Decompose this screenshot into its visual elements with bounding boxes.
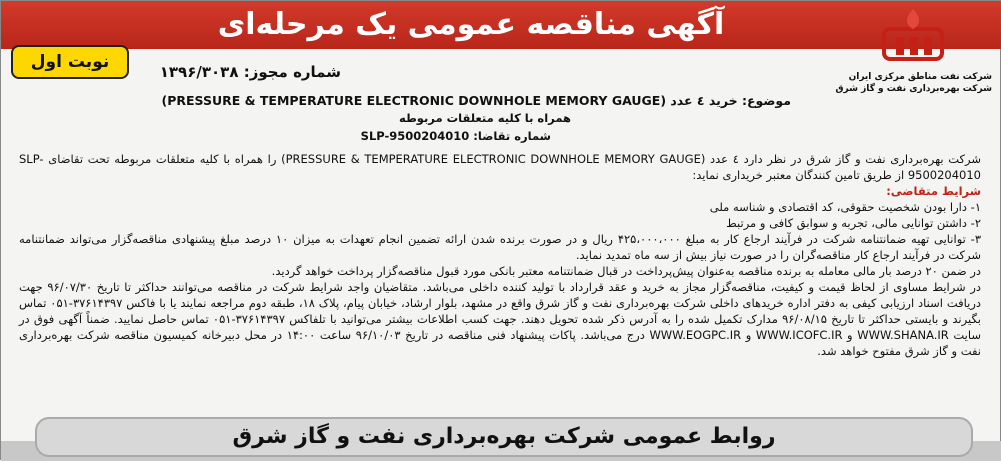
organization (822, 71, 992, 95)
round-badge: نوبت اول (11, 45, 129, 79)
org-line-1: شرکت نفت مناطق مرکزی ایران (848, 72, 992, 82)
intro-paragraph: شرکت بهره‌برداری نفت و گاز شرق در نظر دارد ٤ عدد (PRESSURE & TEMPERATURE ELECTRONIC DOWNHOLE MEMORY GAUGE) را همراه با کلیه متعلقات مربوطه تحت تقاضای SLP-9500204010 از طریق تامین کنندگان معتبر خریداری نماید: (19, 152, 982, 182)
footer-signature: روابط عمومی شرکت بهره‌برداری نفت و گاز شرق (35, 417, 973, 457)
org-line-2: شرکت بهره‌برداری نفت و گاز شرق (835, 84, 992, 94)
notice-body (19, 151, 981, 359)
condition-1: ۱- دارا بودن شخصیت حقوقی، کد اقتصادی و شناسه ملی (709, 200, 981, 214)
permit-number: شماره مجوز: ۱۳۹۶/۳۰۳۸ (159, 63, 341, 81)
condition-3: ۳- توانایی تهیه ضمانتنامه شرکت در فرآیند ارجاع کار به مبلغ ۴۲۵،۰۰۰،۰۰۰ ریال و در صورت برنده شدن ارائه تضمین انجام تعهدات به میزان ۱۰ درصد مبلغ پیشنهادی مناقصه‌گزار می‌تواند ضمانتنامه شرکت در فرآیند ارجاع کار مناقصه‌گران را در صورت نیاز بیش از سه ماه تمدید نماید. (19, 232, 982, 262)
prepayment-paragraph: در ضمن ۲۰ درصد بار مالی معامله به برنده مناقصه به‌عنوان پیش‌پرداخت در قبال ضمانتنامه معتبر بانکی مورد قبول مناقصه‌گزار پرداخت خواهد گردید. (271, 264, 981, 278)
conditions-heading: شرایط متقاضی: (886, 184, 981, 198)
request-number: شماره تقاضا: SLP-9500204010 (360, 129, 551, 143)
instructions-paragraph: در شرایط مساوی از لحاظ قیمت و کیفیت، مناقصه‌گزار مجاز به خرید و عقد قرارداد با تولید کننده داخلی می‌باشد. متقاضیان واجد شرایط شرکت در مناقصه می‌توانند حداکثر تا تاریخ ۹۶/۰۷/۳۰ جهت دریافت اسناد ارزیابی کیفی به دفتر اداره خریدهای داخلی شرکت بهره‌برداری نفت و گاز شرق واقع در مشهد، بلوار ارشاد، خیابان پیام، پلاک ۱۸، طبقه دوم مراجعه نمایند یا با فاکس ۳۷۶۱۴۳۹۷-۰۵۱ تماس بگیرند و بایستی حداکثر تا تاریخ ۹۶/۰۸/۱۵ مدارک تکمیل شده را به آدرس ذکر شده تحویل دهند. جهت کسب اطلاعات بیشتر می‌توانید با تلفاکس ۳۷۶۱۴۳۹۷-۰۵۱ تماس حاصل نمایید. ضمناً آگهی فوق در سایت WWW.SHANA.IR و WWW.ICOFC.IR و WWW.EOGPC.IR درج می‌باشد. پاکات پیشنهاد فنی مناقصه در تاریخ ۹۶/۱۰/۰۳ ساعت ۱۴:۰۰ در محل دبیرخانه کمیسیون مناقصه شرکت بهره‌برداری نفت و گاز شرق مفتوح خواهد شد. (19, 280, 982, 358)
notice-title: آگهی مناقصه عمومی یک مرحله‌ای (217, 7, 725, 42)
subject-accessories: همراه با کلیه متعلقات مربوطه (398, 111, 571, 125)
subject: موضوع: خرید ٤ عدد (PRESSURE & TEMPERATURE ELECTRONIC DOWNHOLE MEMORY GAUGE) (161, 93, 791, 108)
condition-2: ۲- داشتن توانایی مالی، تجربه و سوابق کافی و مرتبط (726, 216, 981, 230)
company-logo-icon (848, 7, 978, 77)
